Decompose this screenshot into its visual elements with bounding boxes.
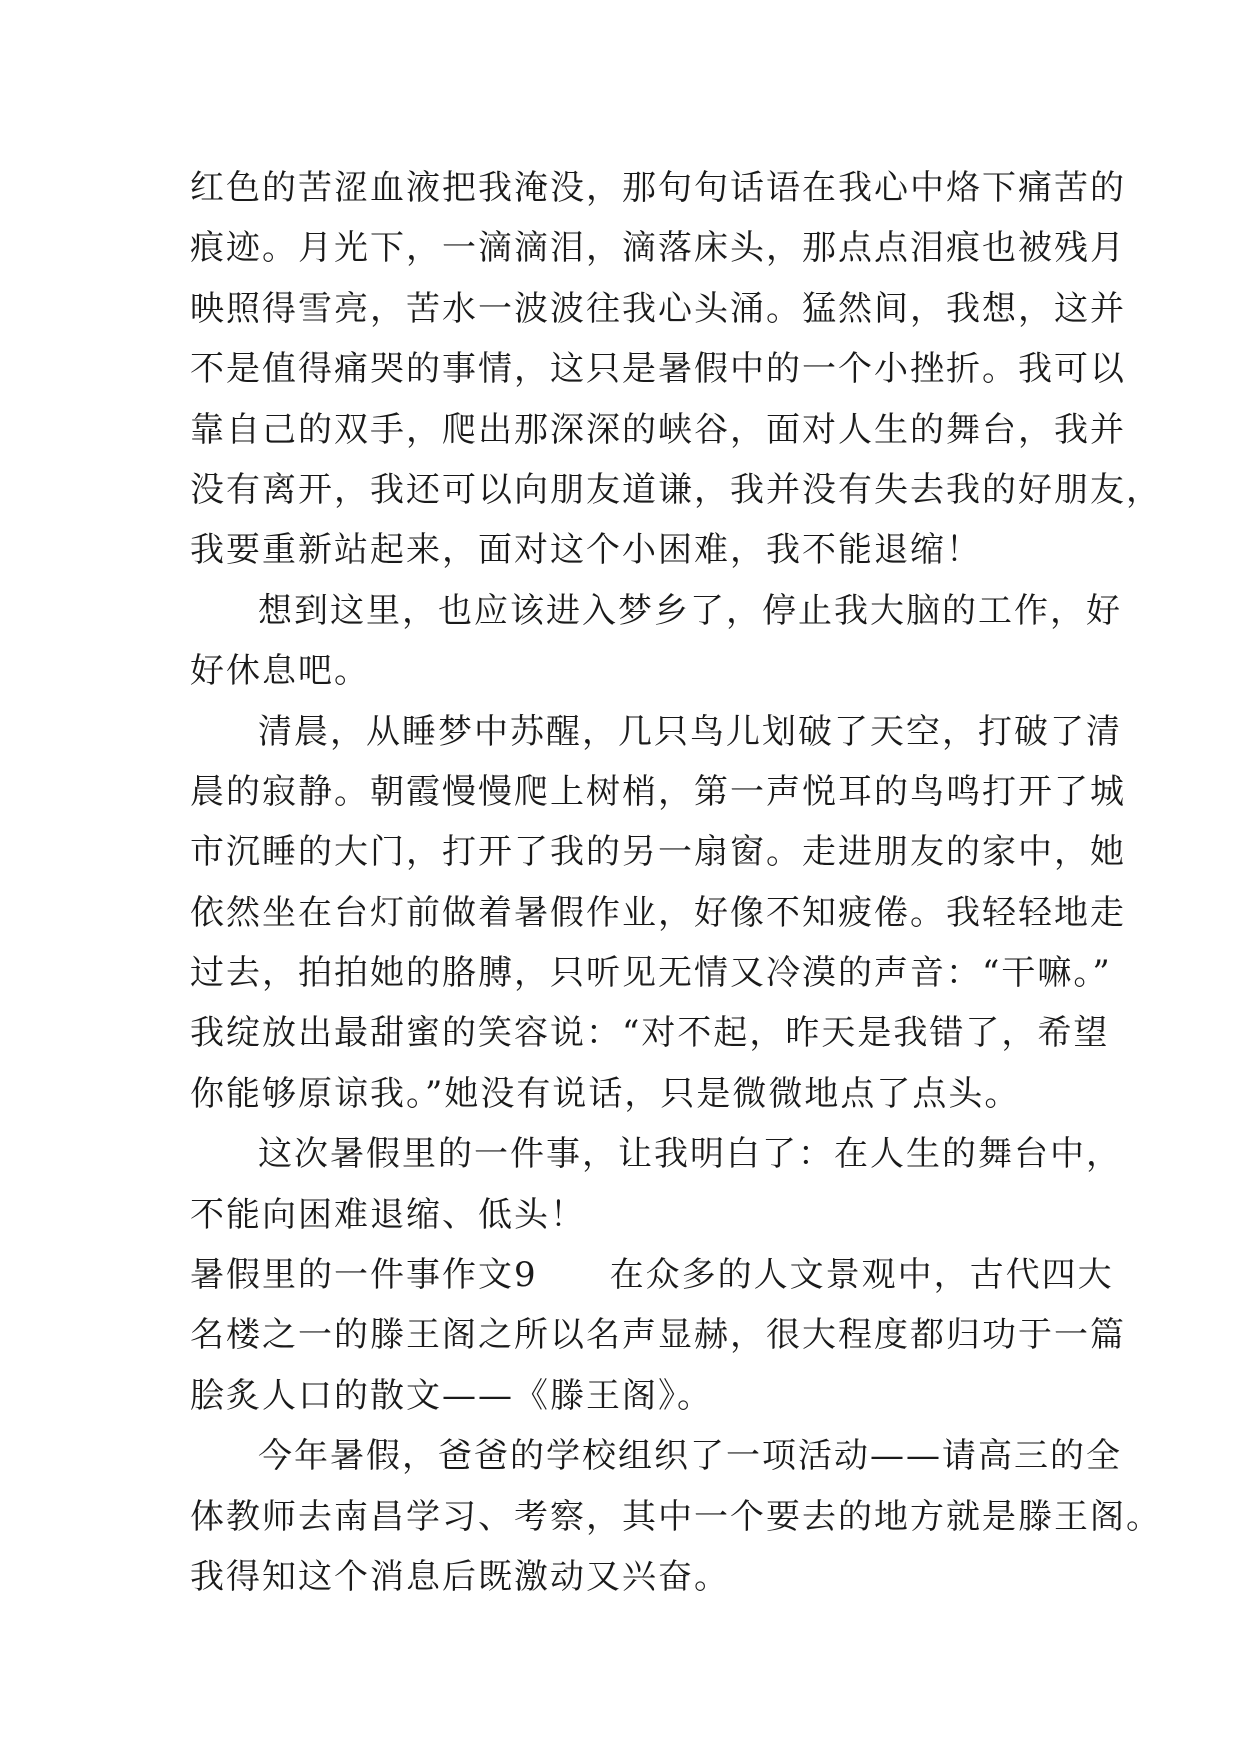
paragraph-first-line: 清晨，从睡梦中苏醒，几只鸟儿划破了天空，打破了清: [258, 711, 1122, 752]
text-line: 我绽放出最甜蜜的笑容说：“对不起，昨天是我错了，希望: [190, 1013, 1110, 1054]
text-line: 映照得雪亮，苦水一波波往我心头涌。猛然间，我想，这并: [190, 288, 1126, 329]
text-line: 依然坐在台灯前做着暑假作业，好像不知疲倦。我轻轻地走: [190, 892, 1126, 933]
text-line: 没有离开，我还可以向朋友道谦，我并没有失去我的好朋友，: [190, 469, 1162, 510]
text-line: 脍炙人口的散文——《滕王阁》。: [190, 1375, 713, 1416]
text-line: 名楼之一的滕王阁之所以名声显赫，很大程度都归功于一篇: [190, 1315, 1126, 1356]
text-line: 不是值得痛哭的事情，这只是暑假中的一个小挫折。我可以: [190, 349, 1126, 390]
text-line: 好休息吧。: [190, 651, 370, 692]
document-body: [190, 158, 1162, 1607]
text-line: 我要重新站起来，面对这个小困难，我不能退缩！: [190, 530, 982, 571]
text-line: 晨的寂静。朝霞慢慢爬上树梢，第一声悦耳的鸟鸣打开了城: [190, 771, 1126, 812]
text-line: 体教师去南昌学习、考察，其中一个要去的地方就是滕王阁。: [190, 1496, 1162, 1537]
paragraph-first-line: 想到这里，也应该进入梦乡了，停止我大脑的工作，好: [258, 590, 1122, 631]
paragraph-first-line: 今年暑假，爸爸的学校组织了一项活动——请高三的全: [258, 1436, 1122, 1477]
paragraph-first-line: 这次暑假里的一件事，让我明白了：在人生的舞台中，: [258, 1134, 1122, 1175]
text-line: 我得知这个消息后既激动又兴奋。: [190, 1556, 730, 1597]
text-line: 不能向困难退缩、低头！: [190, 1194, 586, 1235]
text-line: 红色的苦涩血液把我淹没，那句句话语在我心中烙下痛苦的: [190, 168, 1126, 208]
text-line: 你能够原谅我。”她没有说话，只是微微地点了点头。: [190, 1073, 1021, 1114]
text-line: 靠自己的双手，爬出那深深的峡谷，面对人生的舞台，我并: [190, 409, 1126, 450]
text-line: 市沉睡的大门，打开了我的另一扇窗。走进朋友的家中，她: [190, 832, 1126, 873]
text-line: 痕迹。月光下，一滴滴泪，滴落床头，那点点泪痕也被残月: [190, 228, 1126, 269]
text-line: 过去，拍拍她的胳膊，只听见无情又冷漠的声音：“干嘛。”: [190, 953, 1112, 994]
text-line: 暑假里的一件事作文9 在众多的人文景观中，古代四大: [190, 1255, 1114, 1296]
